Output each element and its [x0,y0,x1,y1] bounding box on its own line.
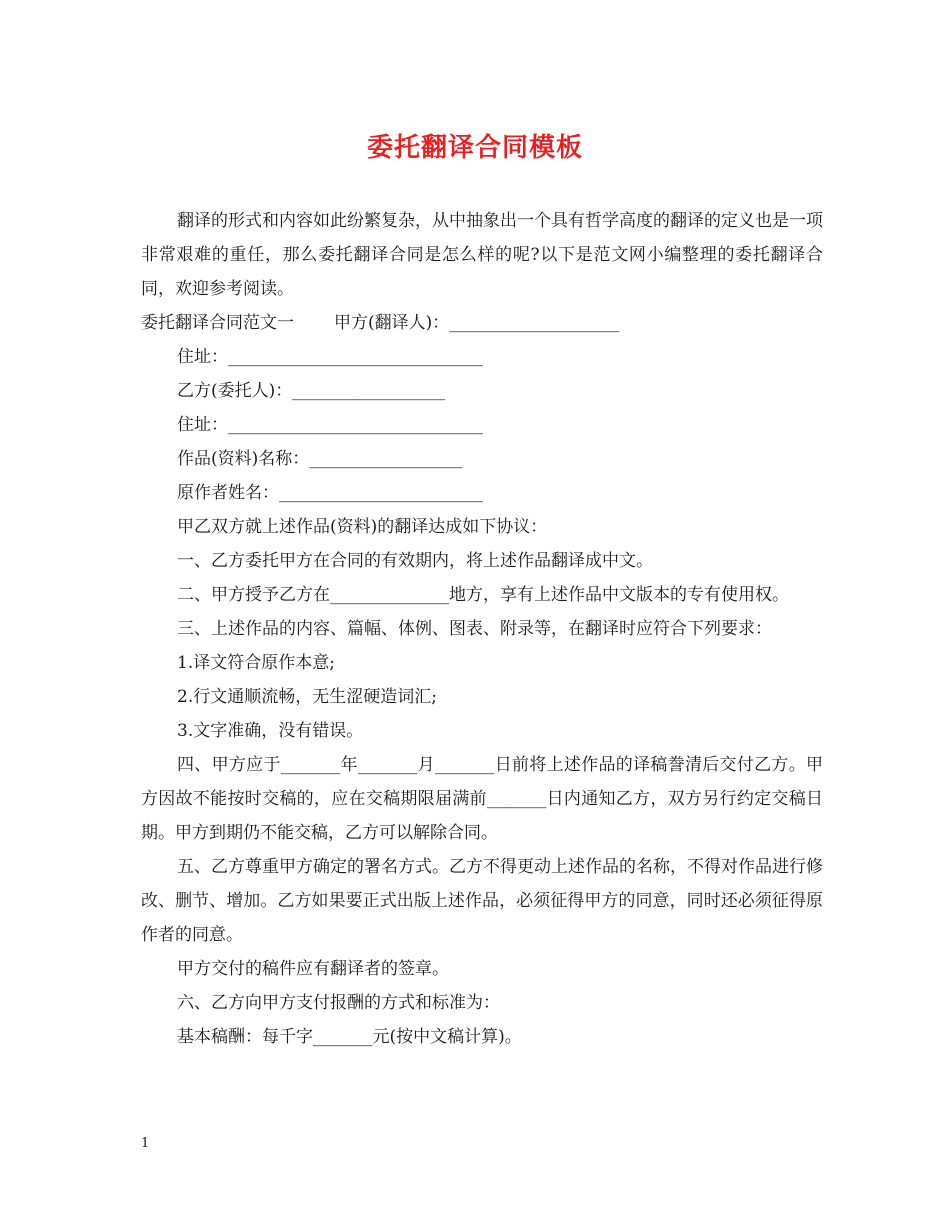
clause-4: 四、甲方应于_______年_______月_______日前将上述作品的译稿誊清后交付乙方。甲方因故不能按时交稿的，应在交稿期限届满前_______日内通知乙方，双方另行约定交稿日期。甲方到期仍不能交稿，乙方可以解除合同。 [141,755,823,843]
party-b-line: 乙方(委托人)：__________________ [177,381,446,401]
clause-2: 二、甲方授予乙方在______________地方，享有上述作品中文版本的专有使用权。 [177,585,789,605]
work-name-line: 作品(资料)名称：__________________ [177,449,463,469]
page-number: 1 [141,1136,150,1151]
intro-paragraph: 翻译的形式和内容如此纷繁复杂，从中抽象出一个具有哲学高度的翻译的定义也是一项非常艰难的重任，那么委托翻译合同是怎么样的呢?以下是范文网小编整理的委托翻译合同，欢迎参考阅读。 [141,211,823,299]
agreement-intro: 甲乙双方就上述作品(资料)的翻译达成如下协议： [177,517,548,537]
party-b-address: 住址：______________________________ [177,415,483,435]
clause-5: 五、乙方尊重甲方确定的署名方式。乙方不得更动上述作品的名称，不得对作品进行修改、删节、增加。乙方如果要正式出版上述作品，必须征得甲方的同意，同时还必须征得原作者的同意。 [141,857,823,945]
clause-6: 六、乙方向甲方支付报酬的方式和标准为： [177,993,500,1013]
sample-heading: 委托翻译合同范文一 [141,313,294,333]
requirement-1: 1.译文符合原作本意; [177,653,335,673]
signature-note: 甲方交付的稿件应有翻译者的签章。 [177,959,449,979]
author-name-line: 原作者姓名：________________________ [177,483,483,503]
document-body [141,204,823,1054]
party-a-line: 甲方(翻译人)：____________________ [334,313,620,333]
party-a-address: 住址：______________________________ [177,347,483,367]
sample-heading-line [141,306,823,340]
requirement-3: 3.文字准确，没有错误。 [177,721,364,741]
document-title: 委托翻译合同模板 [366,133,583,163]
requirement-2: 2.行文通顺流畅，无生涩硬造词汇; [177,687,437,707]
basic-fee-line: 基本稿酬：每千字_______元(按中文稿计算)。 [177,1027,522,1047]
clause-3: 三、上述作品的内容、篇幅、体例、图表、附录等，在翻译时应符合下列要求： [177,619,772,639]
clause-1: 一、乙方委托甲方在合同的有效期内，将上述作品翻译成中文。 [177,551,653,571]
